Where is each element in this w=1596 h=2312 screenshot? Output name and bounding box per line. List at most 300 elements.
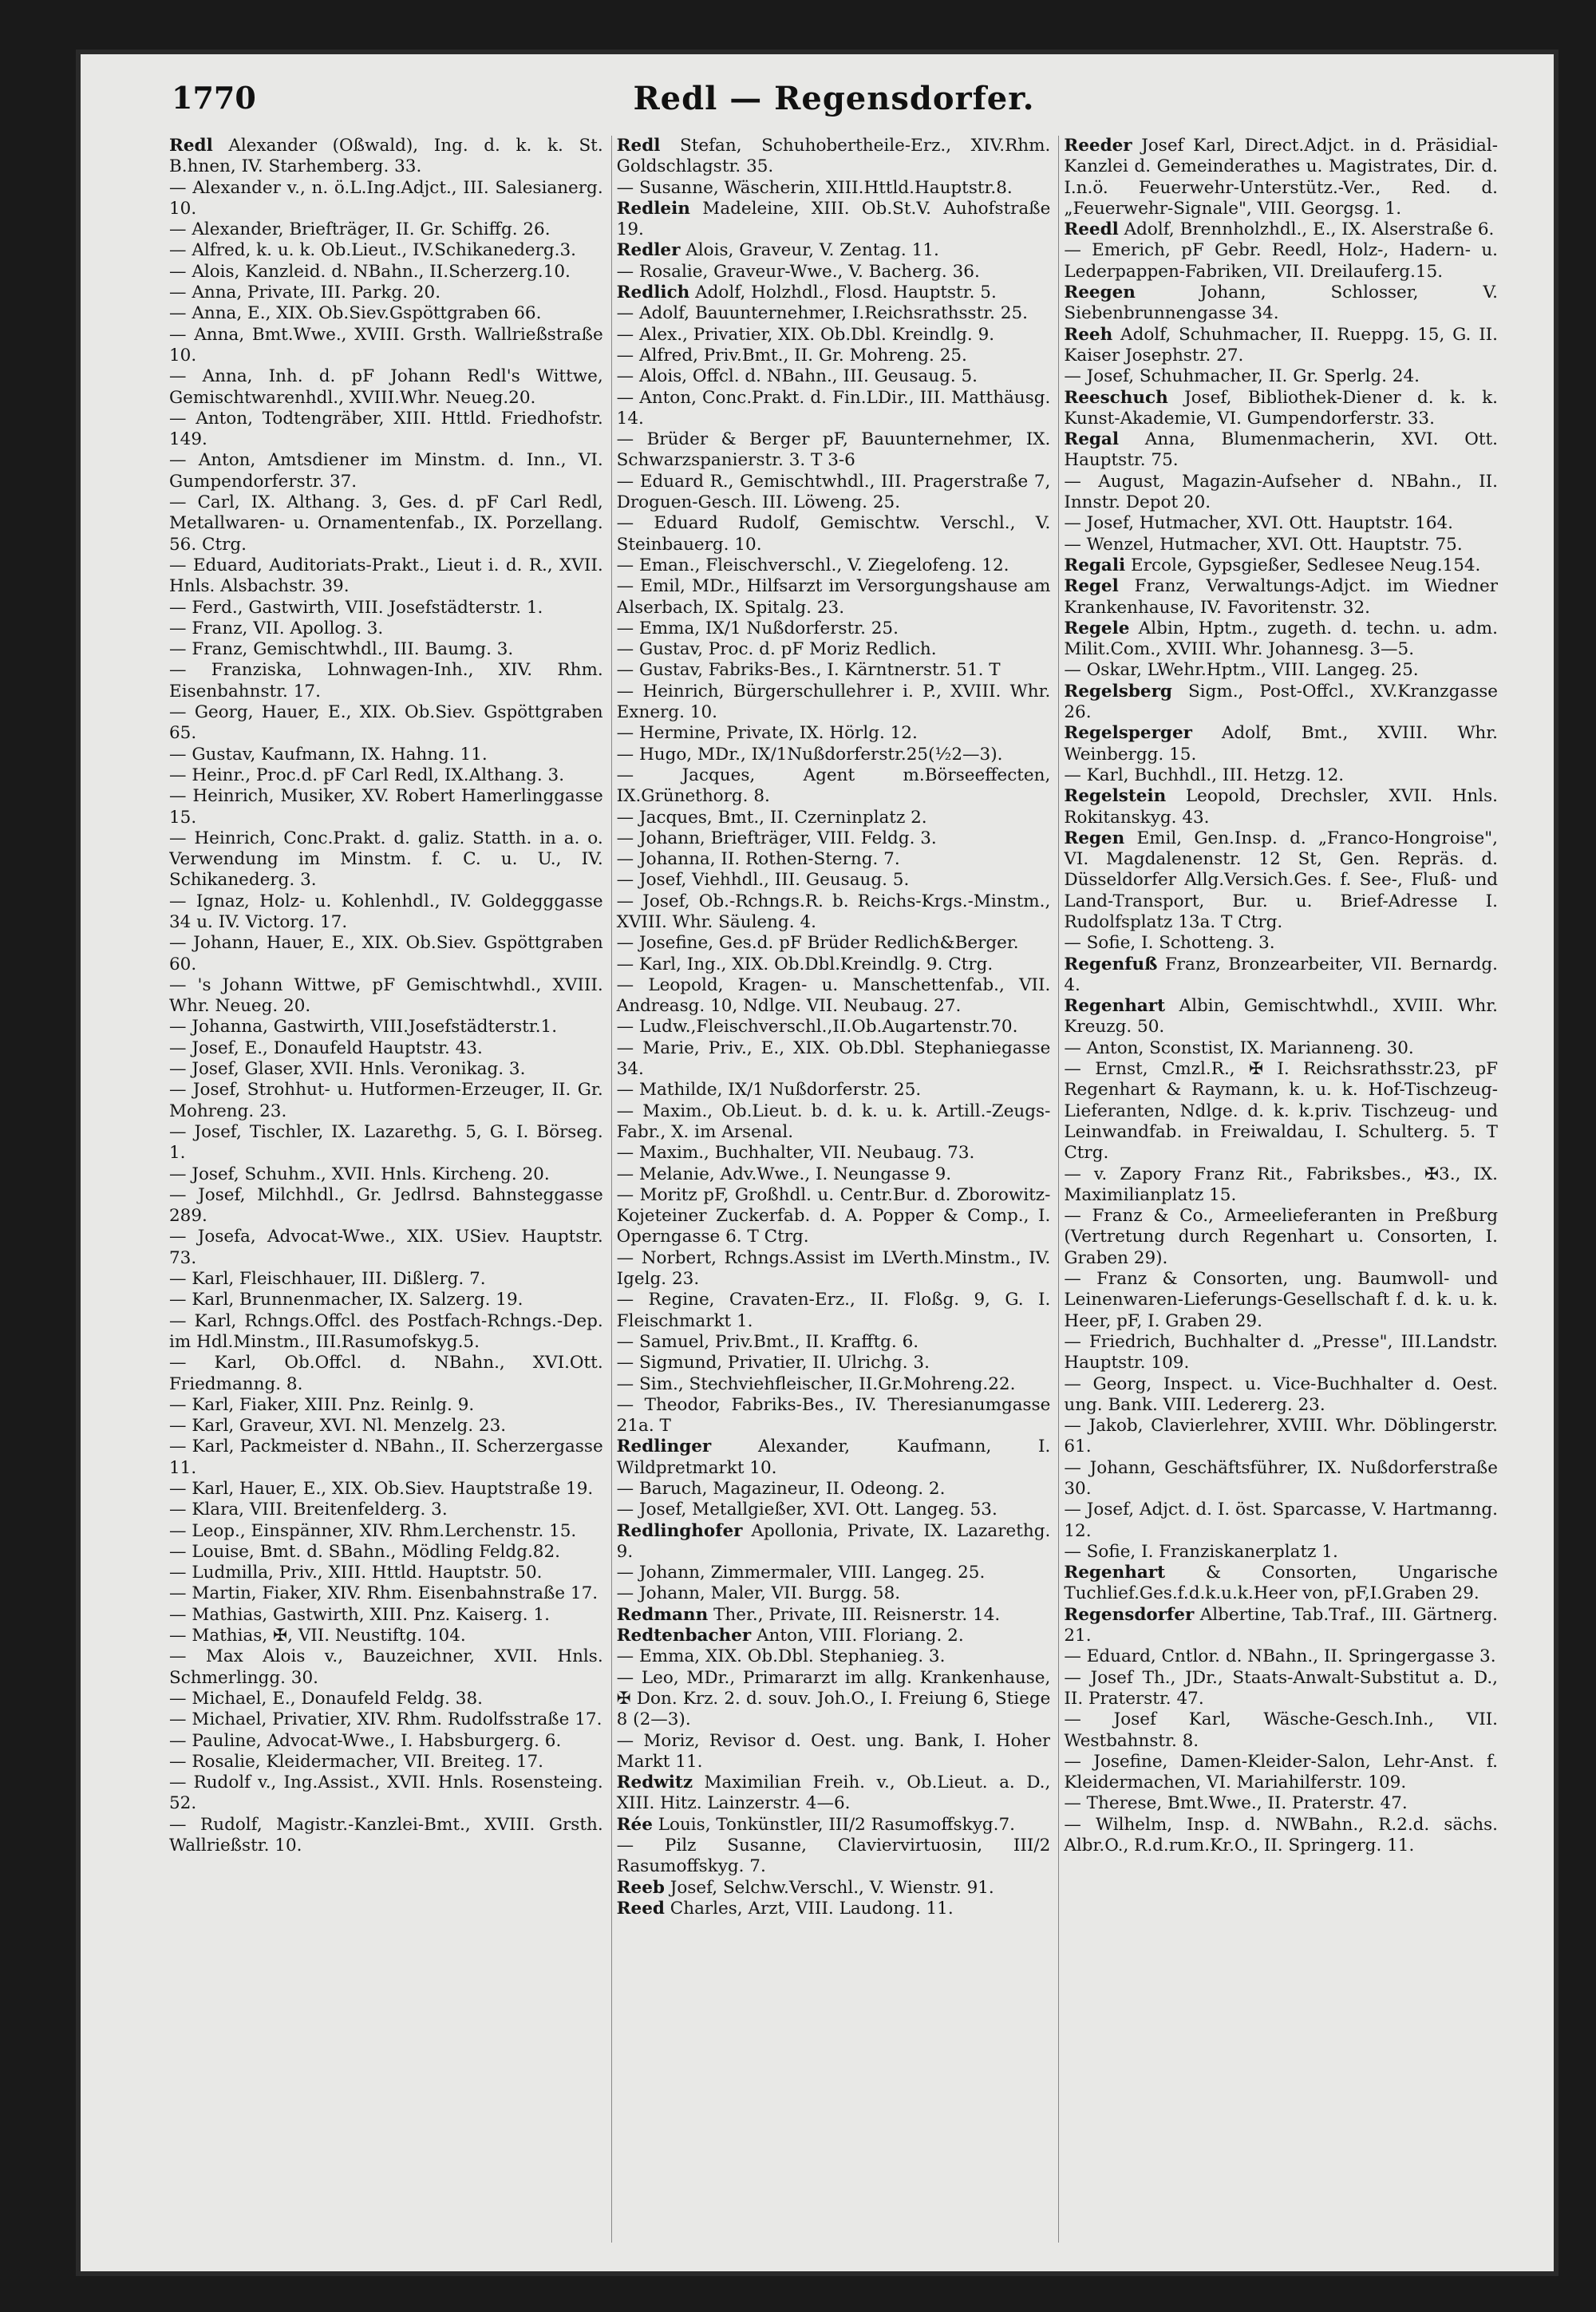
directory-entry — [169, 325, 603, 367]
directory-entry — [1064, 136, 1498, 219]
directory-entry — [1064, 1563, 1498, 1605]
page-number: 1770 — [172, 80, 256, 116]
entry-text: — Karl, Brunnenmacher, IX. Salzerg. 19. — [169, 1290, 523, 1310]
directory-entry — [617, 682, 1051, 724]
directory-entry — [617, 1248, 1051, 1290]
directory-entry — [617, 639, 1051, 660]
directory-entry — [169, 136, 603, 178]
entry-text: — Ignaz, Holz- u. Kohlenhdl., IV. Goldegggasse 34 u. IV. Victorg. 17. — [169, 891, 603, 932]
directory-entry — [1064, 219, 1498, 240]
entry-text: — Sim., Stechviehfleischer, II.Gr.Mohreng.22. — [616, 1373, 1016, 1394]
entry-text: — Moriz, Revisor d. Oest. ung. Bank, I. Hoher Markt 11. — [616, 1730, 1051, 1772]
entry-text: — Pauline, Advocat-Wwe., I. Habsburgerg. 6. — [169, 1730, 562, 1751]
entry-text: Franz, Bronzearbeiter, VII. Bernardg. 4. — [1064, 954, 1499, 995]
entry-text: Albin, Hptm., zugeth. d. techn. u. adm. Milit.Com., XVIII. Whr. Johannesg. 3—5. — [1064, 618, 1499, 660]
entry-text: — Anton, Todtengräber, XIII. Httld. Friedhofstr. 149. — [169, 408, 603, 450]
directory-entry — [169, 891, 603, 934]
entry-text: Anna, Blumenmacherin, XVI. Ott. Hauptstr. 75. — [1064, 429, 1499, 471]
directory-entry — [1064, 429, 1498, 472]
directory-entry — [169, 178, 603, 220]
directory-entry — [617, 1017, 1051, 1037]
directory-entry — [617, 555, 1051, 576]
directory-entry — [169, 1500, 603, 1520]
directory-entry — [1064, 513, 1498, 534]
directory-entry — [617, 1668, 1051, 1731]
directory-entry — [1064, 1269, 1498, 1332]
directory-entry — [617, 262, 1051, 283]
entry-text: — Georg, Inspect. u. Vice-Buchhalter d. Oest. ung. Bank. VIII. Ledererg. 23. — [1064, 1373, 1499, 1415]
entry-text: — Mathias, Gastwirth, XIII. Pnz. Kaiserg. 1. — [169, 1604, 550, 1625]
entry-text: — Michael, Privatier, XIV. Rhm. Rudolfsstraße 17. — [169, 1709, 602, 1730]
entry-surname: Regali — [1064, 555, 1126, 575]
directory-entry — [617, 849, 1051, 870]
directory-entry — [617, 303, 1051, 324]
entry-text: — Franziska, Lohnwagen-Inh., XIV. Rhm. Eisenbahnstr. 17. — [169, 660, 603, 702]
entry-text: — Karl, Ob.Offcl. d. NBahn., XVI.Ott. Friedmanng. 8. — [169, 1353, 603, 1394]
entry-text: — Alfred, k. u. k. Ob.Lieut., IV.Schikanederg.3. — [169, 240, 577, 261]
directory-entry — [617, 808, 1051, 828]
entry-text: — Franz, VII. Apollog. 3. — [169, 618, 384, 638]
entry-text: — Jacques, Bmt., II. Czerninplatz 2. — [616, 807, 927, 828]
entry-text: — Karl, Buchhdl., III. Hetzg. 12. — [1064, 765, 1345, 785]
directory-entry — [169, 975, 603, 1018]
entry-text: — Franz, Gemischtwhdl., III. Baumg. 3. — [169, 639, 514, 660]
entry-text: — Wilhelm, Insp. d. NWBahn., R.2.d. sächs. Albr.O., R.d.rum.Kr.O., II. Springerg. 11. — [1064, 1814, 1499, 1856]
entry-text: Josef, Selchw.Verschl., V. Wienstr. 91. — [664, 1877, 994, 1898]
entry-text: — Therese, Bmt.Wwe., II. Praterstr. 47. — [1064, 1793, 1408, 1814]
directory-entry — [617, 1773, 1051, 1815]
directory-entry — [617, 1395, 1051, 1437]
directory-entry — [617, 283, 1051, 303]
entry-surname: Redlein — [616, 198, 690, 219]
directory-entry — [169, 1227, 603, 1269]
entry-text: — Anna, Inh. d. pF Johann Redl's Wittwe, Gemischtwarenhdl., XVIII.Whr. Neueg.20. — [169, 366, 603, 408]
entry-text: — Josefa, Advocat-Wwe., XIX. USiev. Hauptstr. 73. — [169, 1227, 603, 1268]
directory-entry — [617, 954, 1051, 975]
entry-text: — Alois, Offcl. d. NBahn., III. Geusaug. 5. — [616, 366, 978, 387]
directory-entry — [1064, 283, 1498, 325]
entry-text: — Johann, Maler, VII. Burgg. 58. — [616, 1583, 901, 1604]
entry-surname: Reeb — [616, 1877, 665, 1898]
directory-entry — [169, 745, 603, 765]
entry-text: — Emma, XIX. Ob.Dbl. Stephanieg. 3. — [616, 1646, 946, 1667]
directory-entry — [169, 702, 603, 745]
directory-entry — [169, 1521, 603, 1542]
directory-entry — [1064, 366, 1498, 387]
entry-surname: Regele — [1064, 618, 1130, 638]
entry-surname: Reedl — [1064, 219, 1119, 240]
entry-text: — Ludw.,Fleischverschl.,II.Ob.Augartenstr.70. — [616, 1017, 1018, 1037]
directory-entry — [617, 325, 1051, 346]
entry-text: — Hermine, Private, IX. Hörlg. 12. — [616, 723, 918, 744]
entry-text: — Mathilde, IX/1 Nußdorferstr. 25. — [616, 1080, 922, 1101]
entry-text: — Eduard, Cntlor. d. NBahn., II. Springergasse 3. — [1064, 1646, 1496, 1667]
directory-entry — [1064, 240, 1498, 283]
column-3 — [1058, 136, 1498, 2243]
entry-text: — Johann, Geschäftsführer, IX. Nußdorferstraße 30. — [1064, 1457, 1499, 1499]
entry-text: — Martin, Fiaker, XIV. Rhm. Eisenbahnstraße 17. — [169, 1583, 598, 1604]
directory-entry — [169, 1290, 603, 1310]
entry-text: — Marie, Priv., E., XIX. Ob.Dbl. Stephaniegasse 34. — [616, 1037, 1051, 1080]
entry-text: — Adolf, Bauunternehmer, I.Reichsrathsstr. 25. — [616, 303, 1028, 324]
directory-entry — [617, 136, 1051, 178]
column-2 — [611, 136, 1051, 2243]
entry-text: — Rosalie, Kleidermacher, VII. Breiteg. 17. — [169, 1751, 544, 1772]
entry-text: — Leopold, Kragen- u. Manschettenfab., VII. Andreasg. 10, Ndlge. VII. Neubaug. 27. — [616, 974, 1051, 1017]
entry-text: — Sofie, I. Franziskanerplatz 1. — [1064, 1541, 1338, 1562]
directory-entry — [617, 1583, 1051, 1604]
directory-entry — [1064, 576, 1498, 619]
directory-entry — [617, 870, 1051, 891]
entry-text: Franz, Verwaltungs-Adjct. im Wiedner Krankenhause, IV. Favoritenstr. 32. — [1064, 576, 1499, 618]
entry-text: — Melanie, Adv.Wwe., I. Neungasse 9. — [616, 1164, 952, 1184]
directory-entry — [169, 303, 603, 324]
entry-surname: Redmann — [616, 1604, 709, 1625]
directory-entry — [617, 1185, 1051, 1248]
directory-entry — [1064, 1752, 1498, 1794]
entry-text: — Josef, Tischler, IX. Lazarethg. 5, G. I. Börseg. 1. — [169, 1121, 603, 1164]
directory-entry — [617, 346, 1051, 366]
entry-text: — Baruch, Magazineur, II. Odeong. 2. — [616, 1479, 946, 1499]
entry-text: — Hugo, MDr., IX/1Nußdorferstr.25(½2—3). — [616, 744, 1003, 765]
entry-text: Josef, Bibliothek-Diener d. k. k. Kunst-Akademie, VI. Gumpendorferstr. 33. — [1064, 387, 1499, 429]
entry-text: — Ernst, Cmzl.R., ✠ I. Reichsrathsstr.23, pF Regenhart & Raymann, k. u. k. Hof-Tischzeug-Lieferanten, Ndlge. d. k. k.priv. Tischzeug- und Leinwandfab. in Freiwaldau, I. Schulterg. 5. T Ctrg. — [1064, 1059, 1499, 1164]
entry-text: — Alexander v., n. ö.L.Ing.Adjct., III. Salesianerg. 10. — [169, 177, 603, 219]
entry-surname: Regelsperger — [1064, 723, 1192, 744]
entry-text: — Josef, Hutmacher, XVI. Ott. Hauptstr. 164. — [1064, 513, 1454, 534]
entry-text: — Franz & Consorten, ung. Baumwoll- und Leinenwaren-Lieferungs-Gesellschaft f. d. k. u. k. Heer, pF, I. Graben 29. — [1064, 1269, 1499, 1331]
entry-text: — Emil, MDr., Hilfsarzt im Versorgungshause am Alserbach, IX. Spitalg. 23. — [616, 576, 1051, 618]
directory-entry — [169, 1353, 603, 1395]
entry-text: Maximilian Freih. v., Ob.Lieut. a. D., XIII. Hitz. Lainzerstr. 4—6. — [616, 1773, 1051, 1814]
entry-text: — Gustav, Fabriks-Bes., I. Kärntnerstr. 51. T — [616, 660, 1001, 681]
directory-entry — [617, 660, 1051, 681]
directory-entry — [1064, 954, 1498, 997]
column-1 — [169, 136, 603, 2243]
directory-entry — [617, 576, 1051, 619]
directory-entry — [617, 933, 1051, 954]
page-header — [172, 80, 1496, 128]
entry-text: — Josef, Milchhdl., Gr. Jedlrsd. Bahnsteggasse 289. — [169, 1184, 603, 1227]
directory-entry — [1064, 723, 1498, 765]
directory-entry — [169, 828, 603, 891]
directory-entry — [169, 555, 603, 598]
directory-entry — [617, 1290, 1051, 1332]
directory-entry — [169, 786, 603, 828]
entry-text: — Michael, E., Donaufeld Feldg. 38. — [169, 1688, 483, 1709]
directory-entry — [617, 745, 1051, 765]
directory-entry — [169, 1773, 603, 1815]
entry-text: Johann, Schlosser, V. Siebenbrunnengasse 34. — [1064, 283, 1499, 324]
entry-text: — Louise, Bmt. d. SBahn., Mödling Feldg.82. — [169, 1541, 560, 1562]
entry-text: — Johann, Hauer, E., XIX. Ob.Siev. Gspöttgraben 60. — [169, 933, 603, 974]
entry-text: — Karl, Ing., XIX. Ob.Dbl.Kreindlg. 9. Ctrg. — [616, 954, 994, 974]
directory-entry — [1064, 1646, 1498, 1667]
directory-columns — [169, 136, 1498, 2243]
directory-entry — [169, 450, 603, 492]
entry-text: — August, Magazin-Aufseher d. NBahn., II. Innstr. Depot 20. — [1064, 471, 1499, 513]
entry-text: — Leo, MDr., Primararzt im allg. Krankenhause, ✠ Don. Krz. 2. d. souv. Joh.O., I. Freiung 6, Stiege 8 (2—3). — [616, 1667, 1051, 1730]
entry-text: — Josef, Strohhut- u. Hutformen-Erzeuger, II. Gr. Mohreng. 23. — [169, 1080, 603, 1121]
directory-entry — [617, 472, 1051, 514]
entry-surname: Regel — [1064, 576, 1119, 597]
running-head: Redl — Regensdorfer. — [633, 80, 1035, 117]
directory-entry — [169, 240, 603, 261]
directory-entry — [169, 1395, 603, 1416]
directory-entry — [1064, 682, 1498, 724]
entry-surname: Redlich — [616, 283, 690, 303]
entry-text: — Josef Karl, Wäsche-Gesch.Inh., VII. Westbahnstr. 8. — [1064, 1709, 1499, 1751]
entry-text: — Rudolf v., Ing.Assist., XVII. Hnls. Rosensteing. 52. — [169, 1773, 603, 1814]
entry-surname: Reeschuch — [1064, 387, 1168, 408]
directory-entry — [617, 388, 1051, 430]
directory-entry — [169, 1731, 603, 1752]
entry-text: — Carl, IX. Althang. 3, Ges. d. pF Carl Redl, Metallwaren- u. Ornamentenfab., IX. Porzellang. 56. Ctrg. — [169, 492, 603, 555]
entry-text: — Karl, Hauer, E., XIX. Ob.Siev. Hauptstraße 19. — [169, 1479, 594, 1499]
entry-surname: Regenhart — [1064, 996, 1166, 1017]
directory-entry — [617, 1605, 1051, 1626]
directory-entry — [1064, 1500, 1498, 1542]
entry-text: — Mathias, ✠, VII. Neustiftg. 104. — [169, 1626, 466, 1646]
directory-entry — [169, 1185, 603, 1227]
entry-text: — Josef Th., JDr., Staats-Anwalt-Substitut a. D., II. Praterstr. 47. — [1064, 1667, 1499, 1709]
directory-entry — [617, 1521, 1051, 1563]
entry-text: — Regine, Cravaten-Erz., II. Floßg. 9, G. I. Fleischmarkt 1. — [616, 1290, 1051, 1331]
directory-entry — [169, 1269, 603, 1290]
directory-entry — [1064, 1416, 1498, 1458]
entry-text: Alexander (Oßwald), Ing. d. k. k. St. B.hnen, IV. Starhemberg. 33. — [169, 136, 603, 177]
entry-text: — Heinrich, Bürgerschullehrer i. P., XVIII. Whr. Exnerg. 10. — [616, 681, 1051, 723]
entry-text: Adolf, Bmt., XVIII. Whr. Weinbergg. 15. — [1064, 723, 1499, 765]
directory-entry — [169, 492, 603, 555]
directory-entry — [617, 723, 1051, 744]
entry-text: — Jacques, Agent m.Börseeffecten, IX.Grünethorg. 8. — [616, 765, 1051, 807]
directory-entry — [617, 891, 1051, 934]
directory-entry — [169, 1542, 603, 1563]
entry-surname: Redlinger — [616, 1437, 712, 1457]
directory-entry — [1064, 1793, 1498, 1814]
directory-entry — [1064, 619, 1498, 661]
directory-entry — [617, 1143, 1051, 1164]
directory-entry — [1064, 1458, 1498, 1500]
entry-text: — Alois, Kanzleid. d. NBahn., II.Scherzerg.10. — [169, 261, 571, 282]
entry-text: Charles, Arzt, VIII. Laudong. 11. — [664, 1898, 954, 1919]
directory-entry — [169, 765, 603, 786]
entry-text: — Karl, Graveur, XVI. Nl. Menzelg. 23. — [169, 1416, 507, 1437]
directory-entry — [1064, 1059, 1498, 1164]
entry-text: — Josef, Viehhdl., III. Geusaug. 5. — [616, 870, 910, 891]
directory-entry — [1064, 933, 1498, 954]
entry-text: — Moritz pF, Großhdl. u. Centr.Bur. d. Zborowitz-Kojeteiner Zuckerfab. d. A. Popper & Comp., I. Operngasse 6. T Ctrg. — [616, 1184, 1051, 1247]
directory-entry — [617, 1878, 1051, 1899]
directory-entry — [617, 1815, 1051, 1836]
directory-entry — [617, 1332, 1051, 1353]
entry-text: — Josef, Adjct. d. I. öst. Sparcasse, V. Hartmanng. 12. — [1064, 1500, 1499, 1541]
entry-text: — Ferd., Gastwirth, VIII. Josefstädterstr. 1. — [169, 597, 543, 618]
directory-entry — [169, 933, 603, 975]
entry-text: & Consorten, Ungarische Tuchlief.Ges.f.d.k.u.k.Heer von, pF,I.Graben 29. — [1064, 1563, 1499, 1604]
entry-text: — v. Zapory Franz Rit., Fabriksbes., ✠3., IX. Maximilianplatz 15. — [1064, 1164, 1499, 1205]
entry-surname: Redl — [169, 136, 213, 156]
directory-entry — [169, 1646, 603, 1689]
directory-entry — [617, 1164, 1051, 1185]
entry-text: — Heinrich, Musiker, XV. Robert Hamerlinggasse 15. — [169, 786, 603, 828]
entry-surname: Redler — [616, 240, 681, 261]
directory-entry — [169, 1709, 603, 1730]
entry-surname: Redtenbacher — [616, 1626, 752, 1646]
entry-text: — Theodor, Fabriks-Bes., IV. Theresianumgasse 21a. T — [616, 1394, 1051, 1437]
entry-text: — Josef, Glaser, XVII. Hnls. Veronikag. 3. — [169, 1059, 526, 1080]
directory-entry — [617, 619, 1051, 639]
directory-entry — [1064, 660, 1498, 681]
entry-text: — Anna, Private, III. Parkg. 20. — [169, 283, 441, 303]
entry-text: — Gustav, Kaufmann, IX. Hahng. 11. — [169, 744, 488, 765]
entry-surname: Reeder — [1064, 136, 1132, 156]
entry-surname: Regelsberg — [1064, 681, 1172, 702]
directory-entry — [169, 1815, 603, 1857]
entry-text: — Maxim., Buchhalter, VII. Neubaug. 73. — [616, 1143, 975, 1164]
entry-text: Albin, Gemischtwhdl., XVIII. Whr. Kreuzg. 50. — [1064, 996, 1499, 1037]
directory-entry — [169, 1626, 603, 1646]
directory-entry — [1064, 1709, 1498, 1752]
directory-entry — [617, 366, 1051, 387]
entry-surname: Reegen — [1064, 283, 1136, 303]
directory-entry — [169, 1605, 603, 1626]
entry-text: — Johann, Zimmermaler, VIII. Langeg. 25. — [616, 1563, 986, 1583]
entry-text: — Alexander, Briefträger, II. Gr. Schiffg. 26. — [169, 219, 551, 240]
entry-text: — Maxim., Ob.Lieut. b. d. k. u. k. Artill.-Zeugs-Fabr., X. im Arsenal. — [616, 1101, 1051, 1142]
entry-text: — Gustav, Proc. d. pF Moriz Redlich. — [616, 639, 937, 660]
entry-text: — Johanna, Gastwirth, VIII.Josefstädterstr.1. — [169, 1017, 558, 1037]
entry-surname: Regal — [1064, 429, 1120, 450]
directory-entry — [169, 1437, 603, 1479]
entry-text: — Emerich, pF Gebr. Reedl, Holz-, Hadern- u. Lederpappen-Fabriken, VII. Dreilauferg.15. — [1064, 240, 1499, 282]
directory-entry — [617, 1479, 1051, 1500]
directory-entry — [617, 429, 1051, 472]
directory-entry — [617, 1646, 1051, 1667]
entry-text: — Sofie, I. Schotteng. 3. — [1064, 933, 1275, 954]
entry-text: Sigm., Post-Offcl., XV.Kranzgasse 26. — [1064, 681, 1499, 723]
directory-entry — [1064, 1605, 1498, 1647]
entry-text: — Max Alois v., Bauzeichner, XVII. Hnls. Schmerlingg. 30. — [169, 1646, 603, 1688]
directory-entry — [169, 1080, 603, 1122]
directory-entry — [617, 240, 1051, 261]
entry-text: — Sigmund, Privatier, II. Ulrichg. 3. — [616, 1353, 930, 1373]
entry-text: — Josef, Metallgießer, XVI. Ott. Langeg. 53. — [616, 1500, 998, 1520]
directory-entry — [169, 262, 603, 283]
directory-entry — [1064, 1815, 1498, 1857]
directory-entry — [1064, 765, 1498, 786]
directory-entry — [169, 409, 603, 451]
directory-entry — [169, 366, 603, 409]
directory-entry — [617, 1353, 1051, 1373]
entry-text: Albertine, Tab.Traf., III. Gärtnerg. 21. — [1064, 1604, 1499, 1646]
entry-text: Emil, Gen.Insp. d. „Franco-Hongroise", VI. Magdalenenstr. 12 St, Gen. Repräs. d. Düsseldorfer Allg.Versich.Ges. f. See-, Fluß- und Land-Transport, Bur. u. Brief-Adresse I. Rudolfsplatz 13a. T Ctrg. — [1064, 828, 1499, 932]
directory-entry — [169, 219, 603, 240]
entry-surname: Reeh — [1064, 324, 1113, 345]
entry-surname: Redwitz — [616, 1773, 693, 1793]
directory-entry — [169, 639, 603, 660]
directory-entry — [617, 828, 1051, 849]
directory-entry — [169, 1038, 603, 1059]
directory-entry — [169, 1563, 603, 1583]
directory-entry — [1064, 1668, 1498, 1710]
entry-surname: Redl — [616, 136, 661, 156]
entry-text: — Anna, Bmt.Wwe., XVIII. Grsth. Wallrießstraße 10. — [169, 324, 603, 366]
directory-entry — [1064, 1332, 1498, 1374]
entry-text: Madeleine, XIII. Ob.St.V. Auhofstraße 19. — [616, 198, 1051, 240]
entry-text: — Karl, Fleischhauer, III. Dißlerg. 7. — [169, 1269, 486, 1290]
entry-text: — Georg, Hauer, E., XIX. Ob.Siev. Gspöttgraben 65. — [169, 702, 603, 744]
entry-surname: Regenfuß — [1064, 954, 1158, 974]
directory-entry — [169, 660, 603, 702]
entry-text: — Anton, Amtsdiener im Minstm. d. Inn., VI. Gumpendorferstr. 37. — [169, 450, 603, 492]
directory-entry — [169, 598, 603, 619]
directory-entry — [1064, 555, 1498, 576]
entry-surname: Reed — [616, 1898, 665, 1919]
entry-text: — Karl, Fiaker, XIII. Pnz. Reinlg. 9. — [169, 1394, 475, 1415]
entry-text: — Klara, VIII. Breitenfelderg. 3. — [169, 1500, 448, 1520]
entry-text: — Eduard, Auditoriats-Prakt., Lieut i. d. R., XVII. Hnls. Alsbachstr. 39. — [169, 555, 603, 597]
directory-entry — [1064, 1038, 1498, 1059]
directory-entry — [617, 199, 1051, 241]
entry-text: Apollonia, Private, IX. Lazarethg. 9. — [616, 1520, 1051, 1562]
entry-text: — Karl, Packmeister d. NBahn., II. Scherzergasse 11. — [169, 1437, 603, 1478]
directory-entry — [1064, 1374, 1498, 1417]
entry-text: — Alex., Privatier, XIX. Ob.Dbl. Kreindlg. 9. — [616, 324, 995, 345]
directory-entry — [169, 1059, 603, 1080]
directory-entry — [617, 765, 1051, 808]
directory-entry — [617, 178, 1051, 199]
entry-text: — Anna, E., XIX. Ob.Siev.Gspöttgraben 66. — [169, 303, 542, 324]
entry-text: Josef Karl, Direct.Adjct. in d. Präsidial-Kanzlei d. Gemeinderathes u. Magistrates, Dir. d. I.n.ö. Feuerwehr-Unterstütz.-Ver., Red. d. „Feuerwehr-Signale", VIII. Georgsg. 1. — [1064, 136, 1499, 219]
entry-text: Alexander, Kaufmann, I. Wildpretmarkt 10. — [616, 1437, 1051, 1478]
directory-entry — [1064, 828, 1498, 933]
directory-entry — [169, 1017, 603, 1037]
entry-text: — Leop., Einspänner, XIV. Rhm.Lerchenstr. 15. — [169, 1520, 577, 1541]
directory-entry — [617, 1563, 1051, 1583]
directory-entry — [1064, 535, 1498, 555]
entry-text: — Friedrich, Buchhalter d. „Presse", III.Landstr. Hauptstr. 109. — [1064, 1331, 1499, 1373]
entry-text: Alois, Graveur, V. Zentag. 11. — [680, 240, 939, 261]
directory-entry — [169, 1122, 603, 1164]
entry-text: Louis, Tonkünstler, III/2 Rasumoffskyg.7. — [652, 1814, 1015, 1835]
directory-entry — [1064, 786, 1498, 828]
entry-text: — Franz & Co., Armeelieferanten in Preßburg (Vertretung durch Regenhart u. Consorten, I. Graben 29). — [1064, 1206, 1499, 1268]
entry-surname: Regenhart — [1064, 1563, 1166, 1583]
directory-entry — [169, 1583, 603, 1604]
entry-text: Leopold, Drechsler, XVII. Hnls. Rokitanskyg. 43. — [1064, 786, 1499, 828]
directory-entry — [617, 975, 1051, 1018]
entry-text: — Oskar, LWehr.Hptm., VIII. Langeg. 25. — [1064, 660, 1419, 681]
entry-surname: Regen — [1064, 828, 1125, 848]
entry-text: — Johann, Briefträger, VIII. Feldg. 3. — [616, 828, 937, 848]
directory-entry — [1064, 388, 1498, 430]
directory-entry — [617, 1101, 1051, 1144]
directory-entry — [169, 1311, 603, 1354]
directory-entry — [617, 1731, 1051, 1773]
directory-entry — [169, 1689, 603, 1709]
directory-entry — [617, 1500, 1051, 1520]
entry-text: — Heinrich, Conc.Prakt. d. galiz. Statth. in a. o. Verwendung im Minstm. f. C. u. U., IV. Schikanederg. 3. — [169, 828, 603, 891]
directory-entry — [169, 619, 603, 639]
directory-entry — [617, 1080, 1051, 1101]
entry-text: — Jakob, Clavierlehrer, XVIII. Whr. Döblingerstr. 61. — [1064, 1416, 1499, 1457]
entry-text: Ther., Private, III. Reisnerstr. 14. — [708, 1604, 1001, 1625]
directory-entry — [169, 1416, 603, 1437]
directory-entry — [1064, 325, 1498, 367]
entry-text: — Ludmilla, Priv., XIII. Httld. Hauptstr. 50. — [169, 1563, 543, 1583]
